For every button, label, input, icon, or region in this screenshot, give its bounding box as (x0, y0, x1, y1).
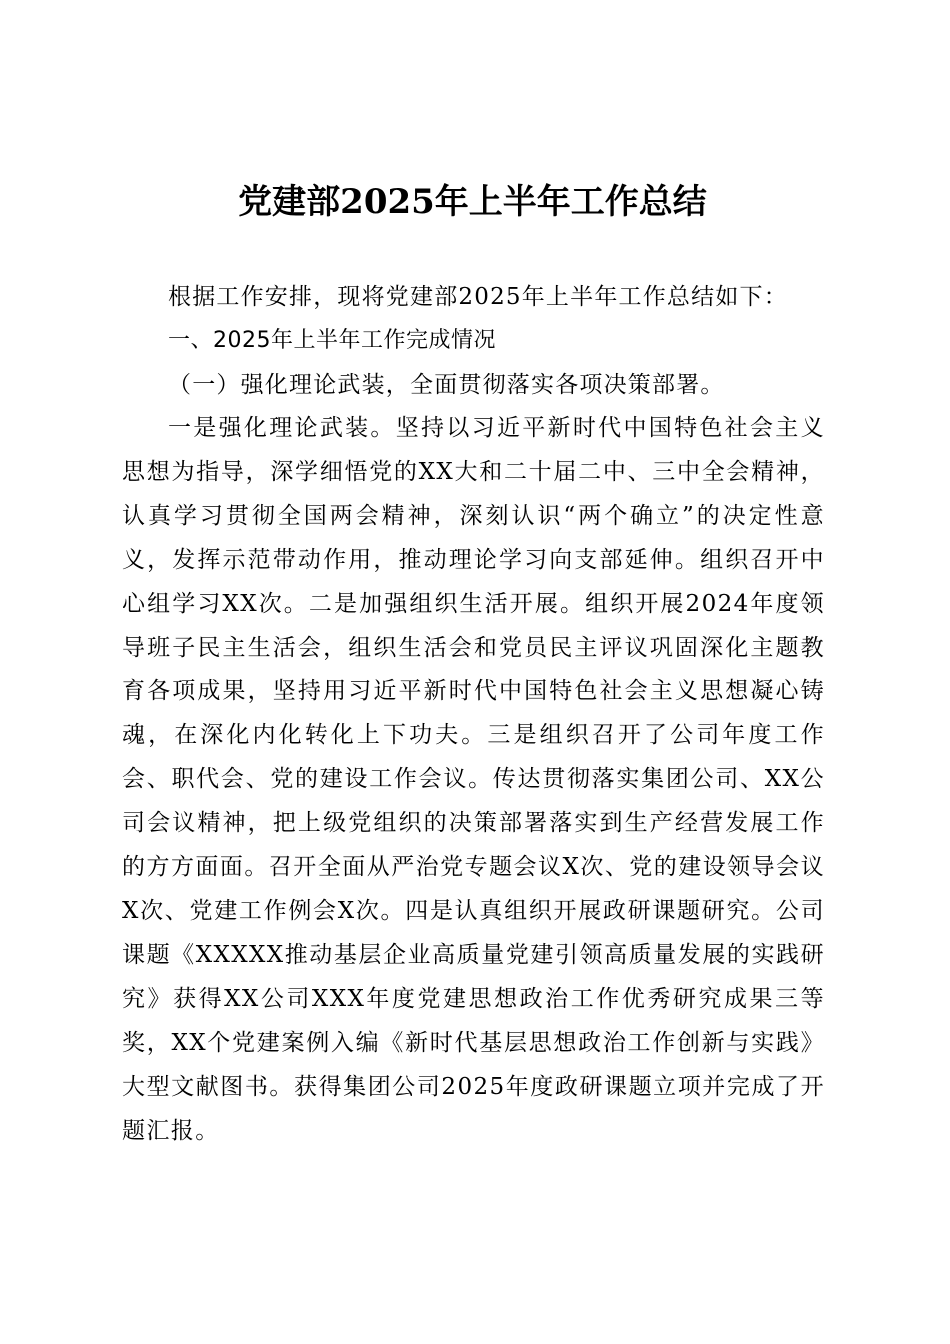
document-body (122, 275, 825, 1153)
document-title: 党建部2025年上半年工作总结 (238, 182, 707, 222)
section-heading-1: 一、2025年上半年工作完成情况 (168, 328, 496, 353)
subsection-body-paragraph: 一是强化理论武装。坚持以习近平新时代中国特色社会主义思想为指导，深学细悟党的XX大和二十届二中、三中全会精神，认真学习贯彻全国两会精神，深刻认识“两个确立”的决定性意义，发挥示范带动作用，推动理论学习向支部延伸。组织召开中心组学习XX次。二是加强组织生活开展。组织开展2024年度领导班子民主生活会，组织生活会和党员民主评议巩固深化主题教育各项成果，坚持用习近平新时代中国特色社会主义思想凝心铸魂，在深化内化转化上下功夫。三是组织召开了公司年度工作会、职代会、党的建设工作会议。传达贯彻落实集团公司、XX公司会议精神，把上级党组织的决策部署落实到生产经营发展工作的方方面面。召开全面从严治党专题会议X次、党的建设领导会议X次、党建工作例会X次。四是认真组织开展政研课题研究。公司课题《XXXXX推动基层企业高质量党建引领高质量发展的实践研究》获得XX公司XXX年度党建思想政治工作优秀研究成果三等奖，XX个党建案例入编《新时代基层思想政治工作创新与实践》大型文献图书。获得集团公司2025年度政研课题立项并完成了开题汇报。 (122, 415, 825, 1144)
subsection-heading-1: （一）强化理论武装，全面贯彻落实各项决策部署。 (168, 372, 725, 398)
intro-paragraph: 根据工作安排，现将党建部2025年上半年工作总结如下： (168, 284, 788, 310)
